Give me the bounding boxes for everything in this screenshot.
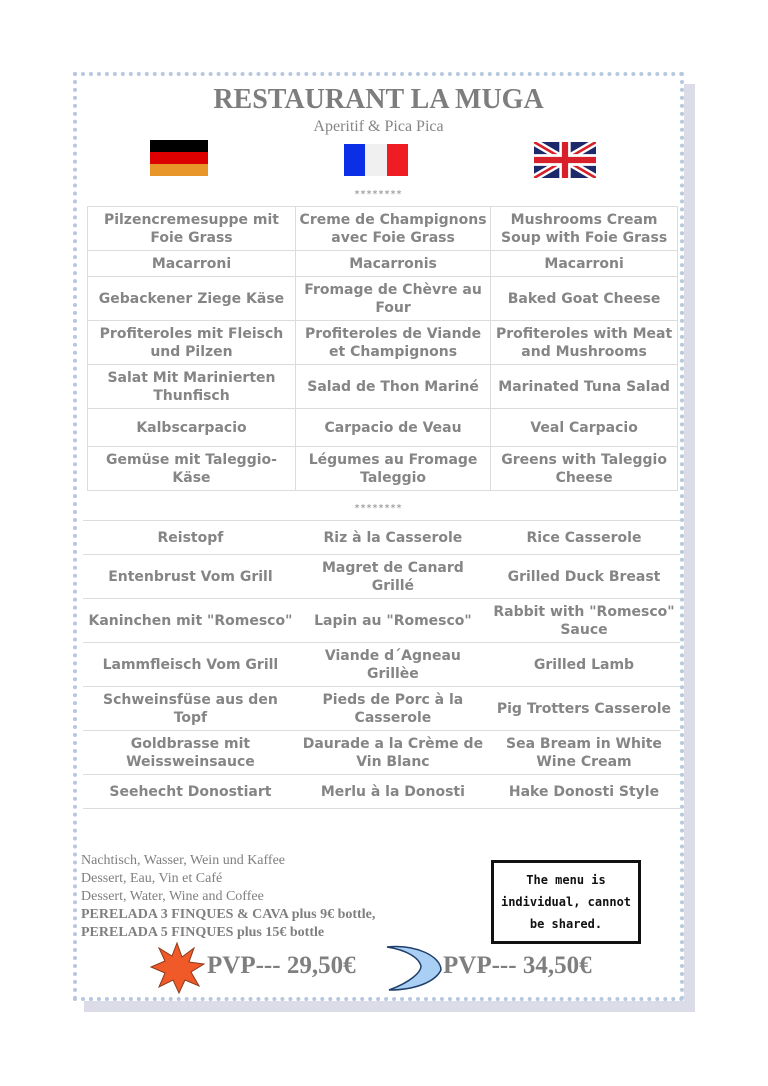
section-separator: ******** [354, 503, 403, 514]
starter-row [88, 409, 678, 447]
dish-german: Reistopf [83, 521, 298, 555]
dish-french: Merlu à la Donosti [298, 775, 488, 809]
wine-option-2: PERELADA 5 FINQUES plus 15€ bottle [81, 925, 325, 940]
dish-german: Lammfleisch Vom Grill [83, 643, 298, 687]
dish-french: Profiteroles de Viande et Champignons [295, 321, 490, 365]
main-course-row [83, 555, 680, 599]
starter-row [88, 365, 678, 409]
dish-english: Pig Trotters Casserole [488, 687, 680, 731]
dish-english: Grilled Lamb [488, 643, 680, 687]
dish-german: Schweinsfüse aus den Topf [83, 687, 298, 731]
dish-french: Magret de Canard Grillé [298, 555, 488, 599]
price-premium: PVP--- 34,50€ [443, 952, 592, 979]
main-course-row [83, 599, 680, 643]
dish-german: Seehecht Donostiart [83, 775, 298, 809]
starter-row [88, 277, 678, 321]
dish-french: Lapin au "Romesco" [298, 599, 488, 643]
starter-row [88, 321, 678, 365]
extras-line-french: Dessert, Eau, Vin et Café [81, 871, 223, 886]
starters-table [87, 206, 678, 491]
dish-english: Mushrooms Cream Soup with Foie Grass [491, 207, 678, 251]
dish-french: Légumes au Fromage Taleggio [295, 447, 490, 491]
dish-english: Rabbit with "Romesco" Sauce [488, 599, 680, 643]
restaurant-title: RESTAURANT LA MUGA [213, 84, 544, 115]
dish-french: Viande d´Agneau Grillèe [298, 643, 488, 687]
notice-line: individual, cannot [500, 895, 632, 909]
sharing-notice [491, 860, 641, 944]
main-course-row [83, 731, 680, 775]
dish-german: Salat Mit Marinierten Thunfisch [88, 365, 296, 409]
starter-row [88, 207, 678, 251]
dish-french: Daurade a la Crème de Vin Blanc [298, 731, 488, 775]
dish-french: Pieds de Porc à la Casserole [298, 687, 488, 731]
included-extras [81, 852, 375, 942]
extras-line-english: Dessert, Water, Wine and Coffee [81, 889, 264, 904]
dish-german: Macarroni [88, 251, 296, 277]
starter-row [88, 447, 678, 491]
dish-english: Baked Goat Cheese [491, 277, 678, 321]
menu-card [73, 72, 684, 1001]
wine-option-1: PERELADA 3 FINQUES & CAVA plus 9€ bottle, [81, 907, 376, 922]
dish-german: Pilzencremesuppe mit Foie Grass [88, 207, 296, 251]
dish-german: Gebackener Ziege Käse [88, 277, 296, 321]
dish-german: Profiteroles mit Fleisch und Pilzen [88, 321, 296, 365]
dish-german: Kaninchen mit "Romesco" [83, 599, 298, 643]
dish-german: Goldbrasse mit Weissweinsauce [83, 731, 298, 775]
dish-english: Veal Carpacio [491, 409, 678, 447]
dish-french: Macarronis [295, 251, 490, 277]
dish-german: Kalbscarpacio [88, 409, 296, 447]
main-course-row [83, 643, 680, 687]
dish-french: Salad de Thon Mariné [295, 365, 490, 409]
dish-german: Entenbrust Vom Grill [83, 555, 298, 599]
notice-line: The menu is [526, 873, 606, 887]
extras-line-german: Nachtisch, Wasser, Wein und Kaffee [81, 853, 286, 868]
dish-english: Greens with Taleggio Cheese [491, 447, 678, 491]
main-course-row [83, 687, 680, 731]
mains-table [83, 520, 680, 809]
dish-english: Profiteroles with Meat and Mushrooms [491, 321, 678, 365]
starter-row [88, 251, 678, 277]
dish-french: Carpacio de Veau [295, 409, 490, 447]
dish-french: Riz à la Casserole [298, 521, 488, 555]
dish-english: Marinated Tuna Salad [491, 365, 678, 409]
menu-subtitle: Aperitif & Pica Pica [313, 118, 444, 135]
notice-line: be shared. [529, 917, 603, 931]
moon-icon [385, 944, 443, 992]
dish-english: Macarroni [491, 251, 678, 277]
dish-french: Fromage de Chèvre au Four [295, 277, 490, 321]
dish-english: Sea Bream in White Wine Cream [488, 731, 680, 775]
main-course-row [83, 521, 680, 555]
main-course-row [83, 775, 680, 809]
french-flag-icon [344, 144, 408, 176]
dish-english: Grilled Duck Breast [488, 555, 680, 599]
dish-german: Gemüse mit Taleggio-Käse [88, 447, 296, 491]
dish-english: Hake Donosti Style [488, 775, 680, 809]
section-separator: ******** [354, 189, 403, 200]
uk-flag-icon [534, 142, 596, 178]
dish-french: Creme de Champignons avec Foie Grass [295, 207, 490, 251]
dish-english: Rice Casserole [488, 521, 680, 555]
star-icon [149, 942, 205, 994]
german-flag-icon [150, 140, 208, 176]
price-standard: PVP--- 29,50€ [207, 952, 356, 979]
